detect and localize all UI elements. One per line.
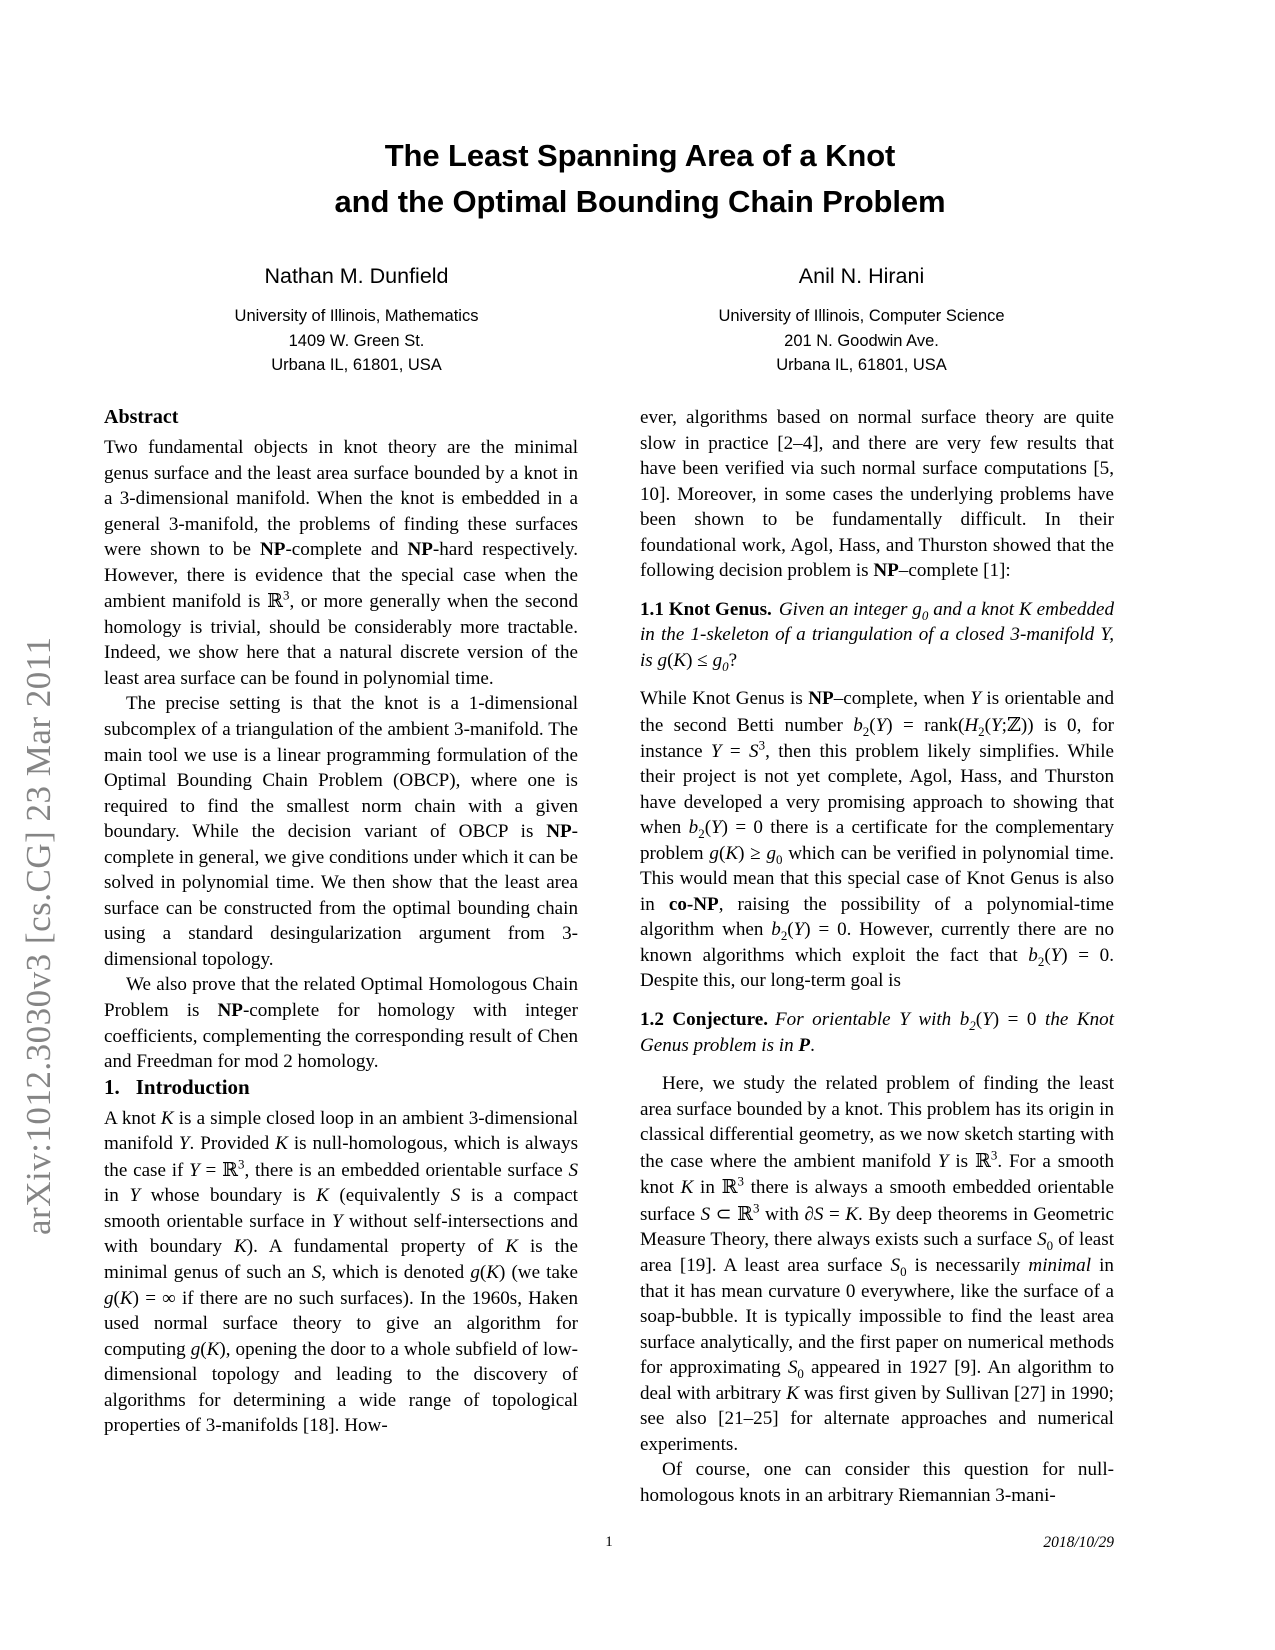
text-run: embedded in the 1-skeleton of a triangulation of a closed 3-manifold bbox=[640, 598, 1115, 646]
blackboard-R: ℝ bbox=[267, 589, 283, 613]
section-heading-introduction bbox=[104, 1075, 578, 1099]
title-line-2: and the Optimal Bounding Chain Problem bbox=[334, 184, 946, 219]
text-run: We also prove that the related Optimal Homologous Chain Problem is bbox=[104, 974, 578, 1022]
text-run: ) = rank bbox=[886, 715, 958, 737]
author-entry-2 bbox=[609, 262, 1114, 378]
abstract-paragraph-1 bbox=[104, 435, 578, 691]
text-run: in bbox=[693, 1177, 722, 1199]
math-var: K bbox=[1018, 598, 1032, 620]
math-var: g bbox=[912, 598, 922, 620]
title-line-1: The Least Spanning Area of a Knot bbox=[384, 138, 896, 173]
text-run: )) is 0, for instance bbox=[640, 715, 1114, 762]
math-var: S bbox=[1037, 1229, 1047, 1251]
math-var: K bbox=[233, 1236, 247, 1258]
text-run: –complete [1]: bbox=[898, 560, 1011, 582]
subscript: 2 bbox=[780, 928, 788, 944]
author-entry-1 bbox=[104, 262, 609, 378]
conp-bold: co-NP bbox=[668, 893, 719, 915]
blackboard-R: ℝ bbox=[737, 1201, 754, 1225]
math-var: b bbox=[853, 715, 863, 737]
text-run: While Knot Genus is bbox=[640, 688, 809, 710]
math-var: Y bbox=[982, 1009, 993, 1031]
text-run: Of course, one can consider this question for null-homologous knots in an arbitrary Riemannian 3-mani- bbox=[640, 1459, 1114, 1506]
math-var: S bbox=[311, 1261, 322, 1283]
text-run: is the minimal genus of such an bbox=[104, 1236, 579, 1283]
text-run: the Knot Genus problem is in bbox=[640, 1009, 1114, 1056]
exponent: 3 bbox=[237, 1156, 245, 1172]
subscript: 0 bbox=[776, 851, 783, 867]
theorem-1-1-knot-genus bbox=[640, 597, 1114, 674]
math-var: g bbox=[766, 842, 776, 864]
text-run: = bbox=[721, 740, 750, 762]
math-var: S bbox=[813, 1203, 824, 1225]
text-run: -complete and bbox=[285, 539, 408, 561]
paragraph-null-homologous bbox=[640, 1457, 1114, 1508]
text-run: . Provided bbox=[189, 1133, 276, 1155]
page-number: 1 bbox=[605, 1534, 613, 1550]
math-var: K bbox=[725, 842, 739, 864]
math-var: Y bbox=[937, 1150, 949, 1172]
text-run: -hard respectively. However, there is evidence that the special case when the ambient manifold is bbox=[104, 539, 578, 613]
math-var: K bbox=[160, 1107, 174, 1129]
text-run: ( bbox=[787, 919, 794, 941]
text-run: was first given by Sullivan [27] in 1990; see also [21–25] for alternate approaches and numerical experiments. bbox=[640, 1382, 1114, 1455]
text-run: without self-intersections and with boundary bbox=[104, 1210, 578, 1258]
math-var: K bbox=[119, 1287, 133, 1309]
np-bold: NP bbox=[217, 1000, 243, 1022]
exponent: 3 bbox=[737, 1173, 744, 1189]
math-var: Y bbox=[793, 919, 805, 941]
text-run: is bbox=[948, 1150, 975, 1172]
text-run: ( bbox=[1044, 944, 1051, 966]
math-var: S bbox=[700, 1203, 711, 1225]
text-run: Here, we study the related problem of finding the least area surface bounded by a knot. This problem has its origin in classical differential geometry, as we now sketch starting with the case where the ambient manifold bbox=[640, 1073, 1115, 1172]
author-affiliation-line: University of Illinois, Computer Science bbox=[718, 307, 1005, 325]
math-var: H bbox=[964, 715, 979, 737]
text-run: ( bbox=[984, 715, 991, 737]
text-run: ) ≤ bbox=[686, 649, 713, 671]
text-run: ( bbox=[869, 715, 876, 737]
text-run: is orientable and the second Betti number bbox=[640, 688, 1114, 737]
math-var: K bbox=[275, 1133, 288, 1155]
text-run: Given an integer bbox=[778, 598, 913, 620]
author-name: Nathan M. Dunfield bbox=[264, 264, 449, 288]
math-var: K bbox=[845, 1203, 858, 1225]
abstract-heading: Abstract bbox=[104, 406, 179, 428]
exponent: 3 bbox=[758, 737, 766, 753]
subscript: 2 bbox=[969, 1017, 976, 1033]
math-var: Y bbox=[991, 715, 1002, 737]
math-var: K bbox=[680, 1177, 694, 1199]
math-var: Y bbox=[129, 1185, 141, 1207]
subscript: 0 bbox=[797, 1365, 804, 1381]
np-bold: NP bbox=[808, 688, 834, 710]
theorem-label: 1.2 Conjecture. bbox=[640, 1009, 769, 1031]
text-run: ), opening the door to a whole subfield of low-dimensional topology and leading to the discovery of algorithms for determining a wide range of topological properties of 3-manifolds [18]. How- bbox=[104, 1338, 578, 1437]
math-var: Y bbox=[331, 1210, 343, 1232]
text-run: . For a smooth knot bbox=[640, 1150, 1114, 1199]
math-var: Y bbox=[189, 1159, 200, 1181]
np-bold: NP bbox=[546, 821, 572, 843]
text-run: of least area [19]. A least area surface bbox=[640, 1229, 1114, 1276]
blackboard-R: ℝ bbox=[721, 1175, 738, 1199]
subscript: 2 bbox=[862, 723, 870, 739]
math-var: Y bbox=[899, 1009, 910, 1031]
text-run: A knot bbox=[104, 1107, 161, 1129]
text-run: ( bbox=[113, 1287, 120, 1309]
math-var: K bbox=[206, 1338, 220, 1360]
page-title bbox=[175, 133, 1105, 225]
exponent: 3 bbox=[990, 1147, 998, 1163]
math-var: S bbox=[568, 1159, 578, 1181]
subscript: 2 bbox=[978, 723, 985, 739]
author-affiliation-line: 201 N. Goodwin Ave. bbox=[784, 331, 939, 350]
text-run: , there is an embedded orientable surface bbox=[244, 1159, 569, 1181]
text-run: in bbox=[104, 1185, 130, 1207]
blackboard-Z: ℤ bbox=[1006, 713, 1021, 737]
text-run: . By deep theorems in Geometric Measure Theory, there always exists such a surface bbox=[640, 1203, 1114, 1251]
author-affiliation-line: University of Illinois, Mathematics bbox=[234, 307, 479, 325]
text-run: , is bbox=[640, 624, 1114, 671]
author-affiliation-line: Urbana IL, 61801, USA bbox=[776, 356, 947, 374]
exponent: 3 bbox=[283, 587, 290, 603]
subscript: 0 bbox=[1046, 1238, 1054, 1254]
np-bold: NP bbox=[873, 560, 899, 582]
section-title: Introduction bbox=[135, 1074, 250, 1099]
paragraph-knot-genus-discussion bbox=[640, 686, 1114, 994]
text-run: appeared in 1927 [9]. An algorithm to deal with arbitrary bbox=[640, 1357, 1114, 1404]
math-var: g bbox=[657, 649, 668, 671]
blackboard-R: ℝ bbox=[222, 1157, 238, 1181]
two-column-body bbox=[104, 405, 1114, 1508]
date-stamp: 2018/10/29 bbox=[1043, 1534, 1114, 1551]
math-var: b bbox=[959, 1009, 970, 1031]
text-run: ) = 0 bbox=[992, 1009, 1046, 1031]
text-run: whose boundary is bbox=[140, 1185, 317, 1207]
text-run: = bbox=[823, 1203, 846, 1225]
text-run: ) ≥ bbox=[738, 842, 767, 864]
text-run: -complete in general, we give conditions under which it can be solved in polynomial time. We then show that the least area surface can be constructed from the optimal bounding chain using a standard desingularization argument from 3-dimensional topology. bbox=[104, 821, 578, 970]
right-column bbox=[640, 405, 1114, 1508]
text-run: with bbox=[759, 1203, 805, 1225]
text-run: is null-homologous, which is always the case if bbox=[104, 1133, 578, 1181]
subscript: 2 bbox=[698, 826, 705, 842]
np-bold: NP bbox=[407, 539, 433, 561]
blackboard-R: ℝ bbox=[975, 1148, 991, 1172]
text-run: with bbox=[909, 1009, 960, 1031]
author-affiliation-line: 1409 W. Green St. bbox=[288, 331, 425, 350]
math-var: g bbox=[190, 1338, 201, 1360]
author-affiliation-line: Urbana IL, 61801, USA bbox=[271, 356, 442, 374]
text-run: ) = 0. Despite this, our long-term goal is bbox=[640, 944, 1114, 992]
math-var: Y bbox=[1100, 624, 1110, 646]
partial-symbol: ∂ bbox=[804, 1203, 814, 1225]
complexity-class-P: P bbox=[798, 1034, 811, 1056]
text-run: is necessarily bbox=[906, 1254, 1029, 1276]
math-var: Y bbox=[1050, 944, 1062, 966]
math-var: K bbox=[505, 1236, 519, 1258]
introduction-paragraph-1 bbox=[104, 1106, 578, 1439]
math-var: g bbox=[709, 842, 719, 864]
math-var: K bbox=[786, 1382, 799, 1404]
arxiv-stamp-text: arXiv:1012.3030v3 [cs.CG] 23 Mar 2011 bbox=[19, 636, 58, 1235]
math-var: K bbox=[673, 649, 687, 671]
math-var: b bbox=[1028, 944, 1038, 966]
math-var: K bbox=[316, 1185, 329, 1207]
text-run: ( bbox=[200, 1338, 207, 1360]
section-number: 1. bbox=[104, 1074, 120, 1099]
math-var: K bbox=[486, 1261, 499, 1283]
continued-paragraph bbox=[640, 405, 1114, 584]
math-var: Y bbox=[875, 715, 887, 737]
text-run: , which is denoted bbox=[321, 1261, 471, 1283]
math-var: Y bbox=[710, 740, 722, 762]
subscript: 0 bbox=[921, 607, 929, 623]
math-var: g bbox=[470, 1261, 480, 1283]
text-run: ( bbox=[479, 1261, 487, 1283]
text-run: is a compact smooth orientable surface in bbox=[104, 1185, 578, 1232]
text-run: there is always a smooth embedded orientable surface bbox=[640, 1177, 1114, 1225]
text-run: The precise setting is that the knot is a 1-dimensional subcomplex of a triangulation of the ambient 3-manifold. The main tool we use is a linear programming formulation of the Optimal Bounding Chain Problem (OBCP), where one is required to find the smallest norm chain with a given boundary. While the decision variant of OBCP is bbox=[104, 693, 578, 843]
text-run: For orientable bbox=[775, 1009, 900, 1031]
text-run: ) = 0. However, currently there are no known algorithms which exploit the fact that bbox=[640, 919, 1114, 966]
text-run: –complete, when bbox=[833, 688, 971, 710]
text-run: ⊂ bbox=[710, 1203, 738, 1225]
math-var: Y bbox=[711, 817, 722, 839]
text-run: = bbox=[199, 1159, 223, 1181]
left-column bbox=[104, 405, 578, 1508]
text-run: (equivalently bbox=[328, 1185, 451, 1207]
text-run: , or more generally when the second homology is trivial, should be considerably more tractable. Indeed, we show here that a natural discrete version of the least area surface can be found in polynomial time. bbox=[104, 591, 579, 689]
text-run: which can be verified in polynomial time. This would mean that this special case of Knot Genus is also in bbox=[640, 842, 1114, 915]
subscript: 0 bbox=[900, 1263, 907, 1279]
text-run: ) = 0 there is a certificate for the complementary problem bbox=[640, 817, 1114, 864]
text-run: ? bbox=[728, 649, 738, 671]
text-run: ( bbox=[667, 649, 674, 671]
text-run: -complete for homology with integer coefficients, complementing the corresponding result of Chen and Freedman for mod 2 homology. bbox=[104, 1000, 578, 1073]
text-run: ever, algorithms based on normal surface theory are quite slow in practice [2–4], and there are very few results that have been verified via such normal surface computations [5, 10]. Moreover, in some cases the underlying problems have been shown to be fundamentally difficult. In their foundational work, Agol, Hass, and Thurston showed that the following decision problem is bbox=[640, 407, 1114, 582]
subscript: 2 bbox=[1037, 953, 1045, 969]
np-bold: NP bbox=[260, 539, 286, 561]
text-run: ) = ∞ if there are no such surfaces). In the 1960s, Haken used normal surface theory to give an algorithm for computing bbox=[104, 1287, 578, 1360]
author-name: Anil N. Hirani bbox=[798, 264, 925, 288]
emphasis-minimal: minimal bbox=[1028, 1254, 1092, 1276]
text-run: ( bbox=[704, 817, 712, 839]
math-var: S bbox=[450, 1185, 461, 1207]
math-var: S bbox=[749, 740, 759, 762]
text-run: ; bbox=[1001, 715, 1007, 737]
text-run: is a simple closed loop in an ambient 3-dimensional manifold bbox=[104, 1107, 578, 1155]
math-var: b bbox=[771, 919, 781, 941]
text-run: ( bbox=[718, 842, 726, 864]
exponent: 3 bbox=[753, 1200, 760, 1216]
math-var: g bbox=[104, 1287, 114, 1309]
text-run: ). A fundamental property of bbox=[246, 1236, 506, 1258]
text-run: in that it has mean curvature 0 everywhere, like the surface of a soap-bubble. It is typically impossible to find the least area surface analytically, and the first paper on numerical methods for approximating bbox=[640, 1254, 1114, 1379]
abstract-paragraph-2 bbox=[104, 691, 578, 972]
text-run: ) (we take bbox=[498, 1261, 578, 1283]
text-run: ( bbox=[975, 1009, 983, 1031]
author-block bbox=[104, 262, 1114, 378]
math-var: b bbox=[688, 817, 699, 839]
math-var: S bbox=[890, 1254, 901, 1276]
text-run: and a knot bbox=[928, 598, 1019, 620]
theorem-label: 1.1 Knot Genus. bbox=[640, 598, 772, 620]
abstract-paragraph-3 bbox=[104, 972, 578, 1074]
text-run: ( bbox=[958, 715, 965, 737]
math-var: Y bbox=[970, 688, 981, 710]
text-run: , raising the possibility of a polynomial-time algorithm when bbox=[640, 893, 1114, 941]
subscript: 0 bbox=[722, 658, 729, 674]
math-var: g bbox=[712, 649, 723, 671]
math-var: S bbox=[787, 1357, 798, 1379]
math-var: Y bbox=[178, 1133, 190, 1155]
text-run: , then this problem likely simplifies. While their project is not yet complete, Agol, Hass, and Thurston have developed a very promising approach to showing that when bbox=[640, 740, 1114, 839]
paragraph-least-area-surface bbox=[640, 1071, 1114, 1457]
theorem-1-2-conjecture bbox=[640, 1007, 1114, 1058]
text-run: Two fundamental objects in knot theory are the minimal genus surface and the least area surface bounded by a knot in a 3-dimensional manifold. When the knot is embedded in a general 3-manifold, the problems of finding these surfaces were shown to be bbox=[104, 437, 578, 561]
text-run: . bbox=[810, 1034, 815, 1056]
